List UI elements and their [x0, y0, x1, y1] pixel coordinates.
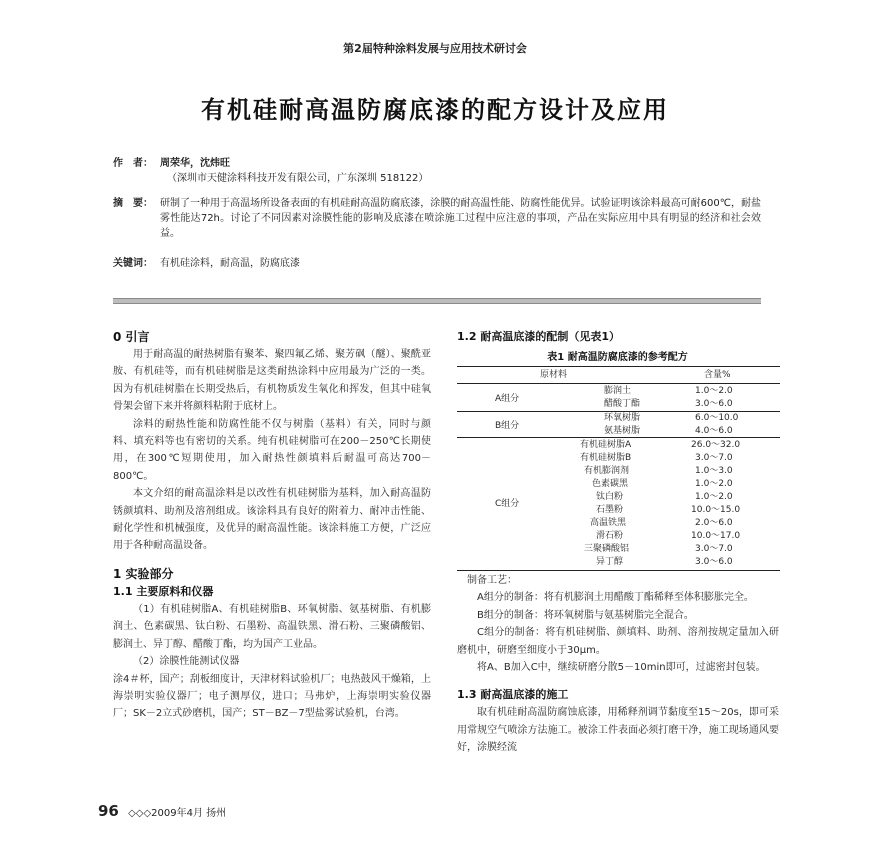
- group-b-rule: [457, 437, 780, 438]
- table-header-rule: [457, 383, 780, 384]
- process-step-b: B组分的制备：将环氧树脂与氨基树脂完全混合。: [477, 609, 694, 621]
- group-a-material-1: 膨润土: [604, 386, 632, 396]
- group-c-content-7: 2.0～6.0: [695, 518, 733, 528]
- group-c-material-7: 高温铁黑: [590, 518, 627, 528]
- section-1-title: 1 实验部分: [113, 566, 174, 581]
- group-a-material-2: 醋酸丁酯: [604, 399, 641, 409]
- author-names: 周荣华，沈炜旺: [160, 158, 230, 169]
- footer-text: ◇◇◇2009年4月 扬州: [128, 808, 227, 819]
- group-b-content-2: 4.0～6.0: [695, 426, 733, 436]
- group-c-content-3: 1.0～3.0: [695, 466, 733, 476]
- table-top-rule: [457, 366, 780, 367]
- abstract-label: 摘 要：: [113, 198, 153, 209]
- group-c-label: C组分: [495, 499, 520, 509]
- page-footer: [98, 802, 226, 820]
- materials-paragraph: （1）有机硅树脂A、有机硅树脂B、环氧树脂、氨基树脂、有机膨润土、色素碳黑、钛白粉、石墨粉、高温铁黑、滑石粉、三聚磷酸铝、膨润土、异丁醇、醋酸丁酯，均为国产工业品。: [113, 603, 431, 650]
- instruments-heading: （2）涂膜性能测试仪器: [133, 656, 240, 668]
- group-c-content-2: 3.0～7.0: [695, 453, 733, 463]
- group-c-material-2: 有机硅树脂B: [580, 453, 632, 463]
- table-header-material: 原材料: [540, 370, 568, 380]
- right-column-text: [457, 572, 779, 757]
- author-affiliation: （深圳市天健涂料科技开发有限公司，广东深圳 518122）: [167, 173, 429, 184]
- group-c-material-4: 色素碳黑: [592, 479, 629, 489]
- process-step-mix: 将A、B加入C中，继续研磨分散5－10min即可，过滤密封包装。: [477, 662, 766, 674]
- group-b-label: B组分: [495, 421, 520, 431]
- process-step-a: A组分的制备：将有机膨润土用醋酸丁酯稀释至体积膨胀完全。: [477, 592, 754, 604]
- intro-paragraph-2: 涂料的耐热性能和防腐性能不仅与树脂（基料）有关，同时与颜料、填充料等也有密切的关系。纯有机硅树脂可在200－250℃长期使用，在300℃短期使用，加入耐热性颜填料后耐温可高达700－800℃。: [113, 418, 431, 482]
- instruments-paragraph: 涂4＃杯，国产；刮板细度计，天津材料试验机厂；电热鼓风干燥箱，上海崇明实验仪器厂；电子测厚仪，进口；马弗炉，上海崇明实验仪器厂；SK－2立式砂磨机，国产；ST－BZ－7型盐雾试验机，台湾。: [113, 673, 431, 720]
- group-c-content-6: 10.0～15.0: [691, 505, 741, 515]
- group-a-label: A组分: [495, 394, 520, 404]
- group-c-material-8: 滑石粉: [596, 531, 624, 541]
- intro-paragraph-1: 用于耐高温的耐热树脂有聚苯、聚四氟乙烯、聚芳砜（醚）、聚酰亚胺、有机硅等，而有机硅树脂是这类耐热涂料中应用最为广泛的一类。因为有机硅树脂在长期受热后，有机物质发生氧化和挥发，但其中硅氧骨架会留下来并将颜料粘附于底材上。: [113, 349, 431, 413]
- group-c-content-4: 1.0～2.0: [695, 479, 733, 489]
- section-1-2-title: 1.2 耐高温底漆的配制（见表1）: [457, 330, 620, 343]
- group-a-content-1: 1.0～2.0: [695, 386, 733, 396]
- section-1-1-title: 1.1 主要原料和仪器: [113, 584, 214, 598]
- group-c-content-8: 10.0～17.0: [691, 531, 741, 541]
- group-b-material-2: 氨基树脂: [604, 426, 641, 436]
- application-paragraph: 取有机硅耐高温防腐蚀底漆，用稀释剂调节黏度至15～20s，即可采用常规空气喷涂方法施工。被涂工件表面必须打磨干净，施工现场通风要好，涂膜经流: [457, 707, 779, 754]
- group-c-content-10: 3.0～6.0: [695, 557, 733, 567]
- group-c-material-3: 有机膨润剂: [584, 466, 630, 476]
- group-c-material-5: 钛白粉: [596, 492, 624, 502]
- group-b-material-1: 环氧树脂: [604, 413, 641, 423]
- process-step-c: C组分的制备：将有机硅树脂、颜填料、助剂、溶剂按规定量加入研磨机中，研磨至细度小于30μm。: [457, 627, 779, 656]
- group-c-material-6: 石墨粉: [596, 505, 624, 515]
- group-c-material-1: 有机硅树脂A: [580, 440, 632, 450]
- page-number: 96: [98, 802, 119, 820]
- group-c-material-9: 三聚磷酸铝: [584, 544, 630, 554]
- abstract-text: 研制了一种用于高温场所设备表面的有机硅耐高温防腐底漆，涂膜的耐高温性能、防腐性能优异。试验证明该涂料最高可耐600℃，耐盐雾性能达72h。讨论了不同因素对涂膜性能的影响及底漆在喷涂施工过程中应注意的事项，产品在实际应用中具有明显的经济和社会效益。: [160, 198, 761, 239]
- group-c-content-9: 3.0～7.0: [695, 544, 733, 554]
- keywords-label: 关键词：: [113, 258, 153, 269]
- group-c-content-5: 1.0～2.0: [695, 492, 733, 502]
- table-bottom-rule: [457, 570, 780, 571]
- group-c-content-1: 26.0～32.0: [691, 440, 741, 450]
- group-b-content-1: 6.0～10.0: [695, 413, 739, 423]
- table-header-content: 含量%: [704, 370, 731, 380]
- section-0-title: 0 引言: [113, 330, 150, 344]
- table-caption: 表1 耐高温防腐底漆的参考配方: [547, 352, 688, 363]
- section-1-3-title: 1.3 耐高温底漆的施工: [457, 688, 569, 702]
- intro-paragraph-3: 本文介绍的耐高温涂料是以改性有机硅树脂为基料，加入耐高温防锈颜填料、助剂及溶剂组成。该涂料具有良好的附着力、耐冲击性能、耐化学性和机械强度，及优异的耐高温性能。该涂料施工方便，广泛应用于各种耐高温设备。: [113, 488, 431, 552]
- process-title: 制备工艺：: [467, 575, 517, 586]
- group-a-content-2: 3.0～6.0: [695, 399, 733, 409]
- keywords-text: 有机硅涂料，耐高温，防腐底漆: [160, 258, 300, 269]
- paper-title: 有机硅耐高温防腐底漆的配方设计及应用: [201, 95, 669, 124]
- group-c-material-10: 异丁醇: [596, 557, 624, 567]
- conference-header: 第2届特种涂料发展与应用技术研讨会: [343, 42, 527, 55]
- authors-label: 作 者：: [113, 158, 153, 169]
